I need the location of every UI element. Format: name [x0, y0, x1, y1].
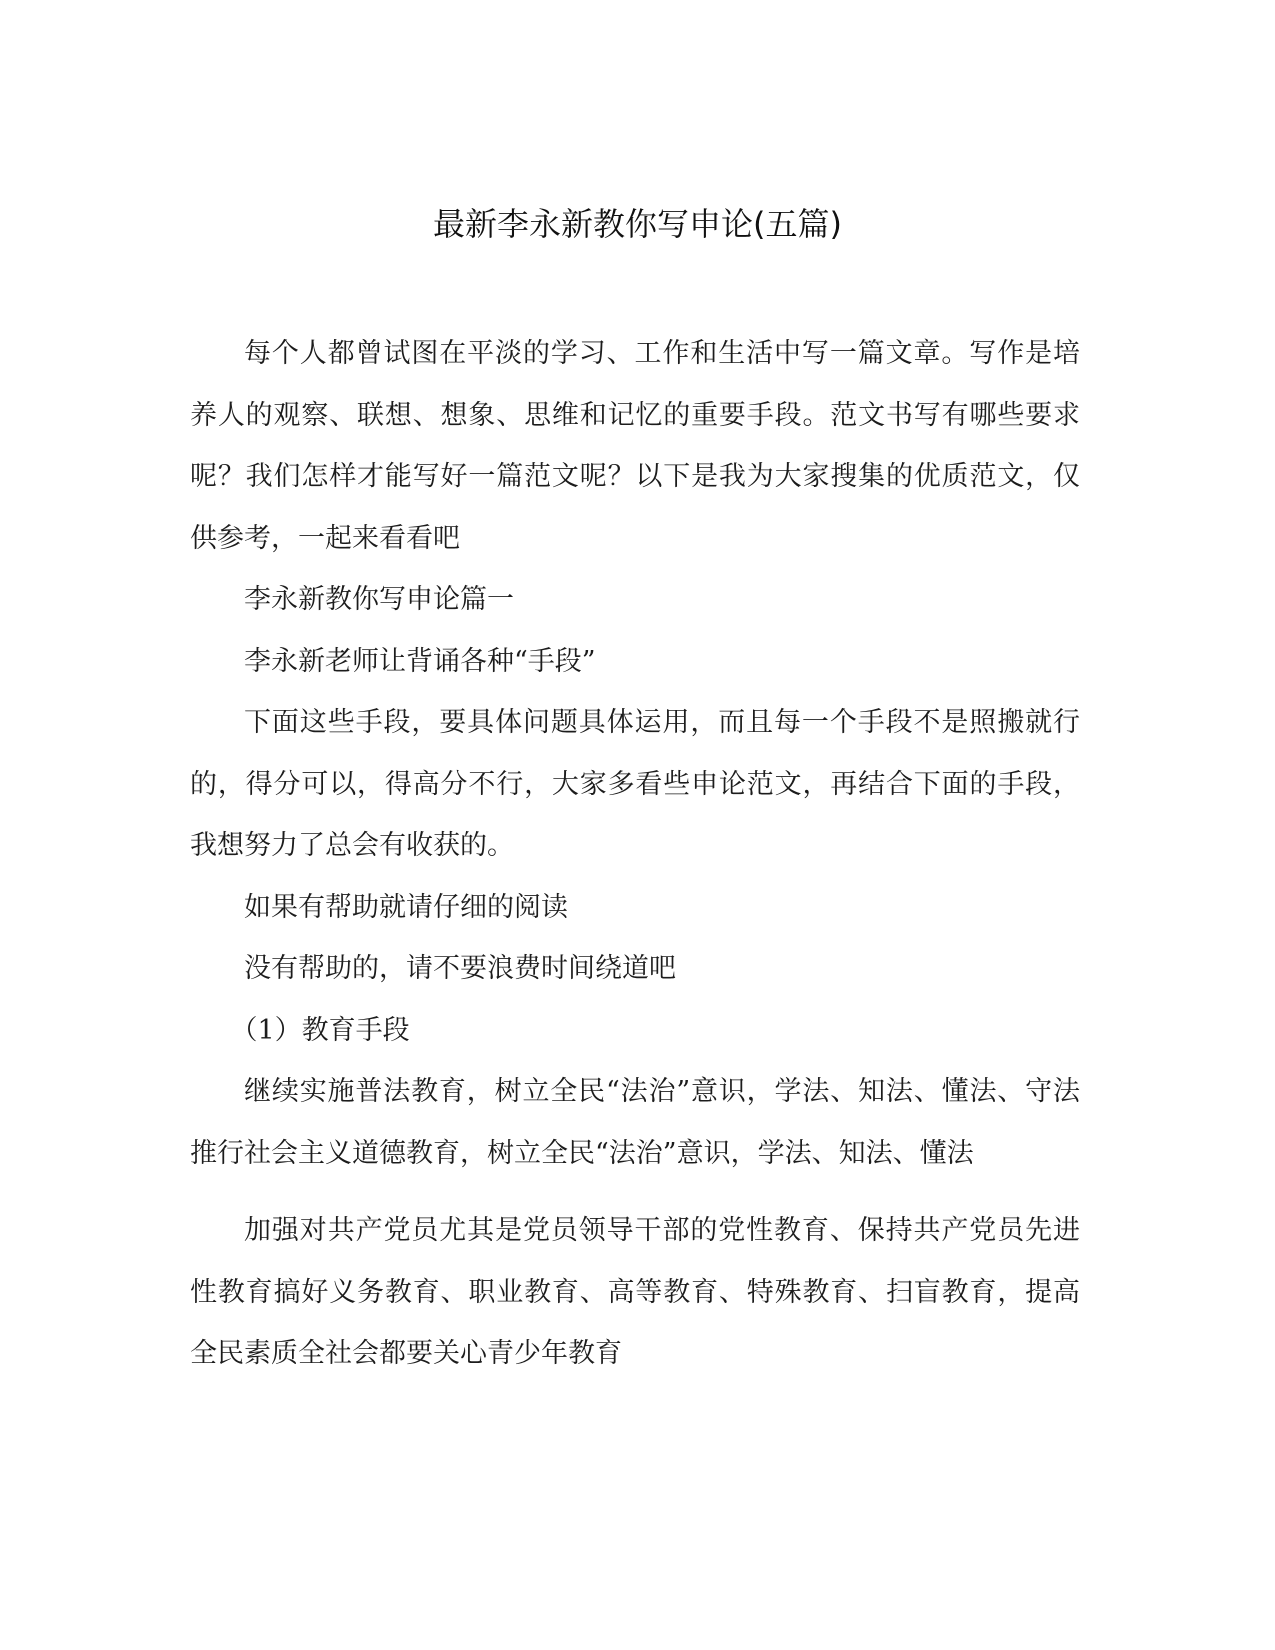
body-paragraph: 继续实施普法教育，树立全民“法治”意识，学法、知法、懂法、守法推行社会主义道德教育，树立全民“法治”意识，学法、知法、懂法: [190, 1076, 1080, 1169]
body-paragraph: 没有帮助的，请不要浪费时间绕道吧: [244, 953, 676, 984]
body-paragraph: 加强对共产党员尤其是党员领导干部的党性教育、保持共产党员先进性教育搞好义务教育、职业教育、高等教育、特殊教育、扫盲教育，提高全民素质全社会都要关心青少年教育: [190, 1215, 1080, 1369]
section-heading: 李永新教你写申论篇一: [244, 584, 514, 615]
document-title: 最新李永新教你写申论(五篇): [433, 205, 842, 243]
body-paragraph: 下面这些手段，要具体问题具体运用，而且每一个手段不是照搬就行的，得分可以，得高分不行，大家多看些申论范文，再结合下面的手段，我想努力了总会有收获的。: [190, 707, 1080, 861]
body-paragraph: 如果有帮助就请仔细的阅读: [244, 891, 568, 923]
document-body: [190, 323, 1080, 1385]
subheading: 李永新老师让背诵各种“手段”: [244, 645, 596, 677]
intro-paragraph: 每个人都曾试图在平淡的学习、工作和生活中写一篇文章。写作是培养人的观察、联想、想象、思维和记忆的重要手段。范文书写有哪些要求呢？我们怎样才能写好一篇范文呢？以下是我为大家搜集的优质范文，仅供参考，一起来看看吧: [190, 338, 1080, 554]
list-item-heading: （1）教育手段: [230, 1014, 410, 1046]
